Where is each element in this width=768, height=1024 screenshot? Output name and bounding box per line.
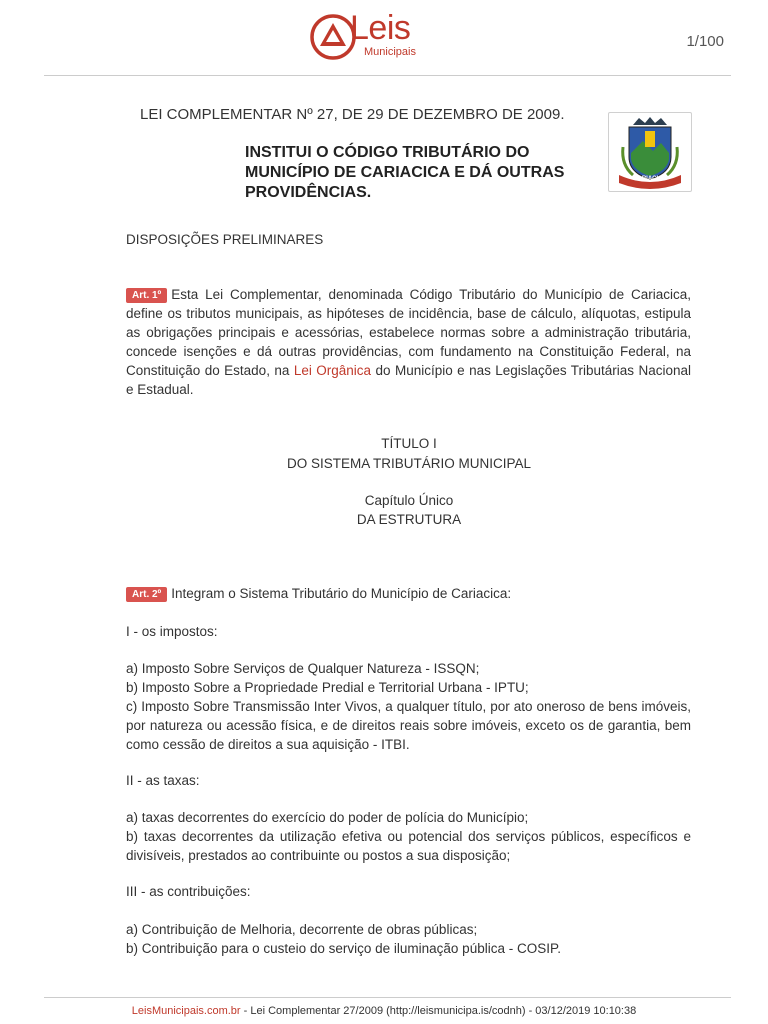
titulo-heading: TÍTULO I xyxy=(381,436,437,451)
inciso-2-b: b) taxas decorrentes da utilização efetiva ou potencial dos serviços públicos, específicos e divisíveis, prestados ao contribuinte ou postos a sua disposição; xyxy=(126,829,691,863)
law-ementa: INSTITUI O CÓDIGO TRIBUTÁRIO DO MUNICÍPIO DE CARIACICA E DÁ OUTRAS PROVIDÊNCIAS. xyxy=(245,144,565,201)
page-counter: 1/100 xyxy=(686,33,724,50)
article-2-text: Integram o Sistema Tributário do Município de Cariacica: xyxy=(171,586,512,601)
article-1-text-a: Esta Lei Complementar, denominada Código Tributário do Município de Cariacica, define os tributos municipais, as hipóteses de incidência, base de cálculo, alíquotas, estipula as obrigações principais e acessórias, estabelece normas sobre a administração tributária, concede isenções e dá outras providências, com fundamento na Constituição Federal, na Constituição do Estado, na xyxy=(126,287,691,378)
logo-wordmark[interactable]: Leis xyxy=(350,9,411,47)
inciso-3-b: b) Contribuição para o custeio do serviço de iluminação pública - COSIP. xyxy=(126,941,561,956)
coat-of-arms-image xyxy=(608,112,692,192)
article-1 xyxy=(126,285,691,399)
inciso-3-a: a) Contribuição de Melhoria, decorrente de obras públicas; xyxy=(126,922,478,937)
footer xyxy=(0,1005,768,1017)
inciso-2: II - as taxas: xyxy=(126,773,200,788)
footer-divider xyxy=(44,997,731,998)
titulo-name: DO SISTEMA TRIBUTÁRIO MUNICIPAL xyxy=(286,456,532,471)
lei-organica-link[interactable]: Lei Orgânica xyxy=(293,363,372,378)
article-2-badge[interactable]: Art. 2º xyxy=(126,587,167,602)
section-preliminares: DISPOSIÇÕES PRELIMINARES xyxy=(126,232,324,247)
inciso-2-a: a) taxas decorrentes do exercício do poder de polícia do Município; xyxy=(126,810,529,825)
inciso-1: I - os impostos: xyxy=(126,624,218,639)
header-divider xyxy=(44,75,731,76)
coat-label: CARIACICA xyxy=(633,176,667,182)
inciso-1-b: b) Imposto Sobre a Propriedade Predial e Territorial Urbana - IPTU; xyxy=(126,680,529,695)
capitulo-name: DA ESTRUTURA xyxy=(356,512,462,527)
inciso-1-a: a) Imposto Sobre Serviços de Qualquer Natureza - ISSQN; xyxy=(126,661,480,676)
footer-site-link[interactable]: LeisMunicipais.com.br xyxy=(131,1005,241,1017)
article-1-text-b: do Município e nas Legislações Tributárias Nacional e Estadual. xyxy=(126,363,691,397)
footer-text: - Lei Complementar 27/2009 (http://leismunicipa.is/codnh) - 03/12/2019 10:10:38 xyxy=(240,1005,637,1017)
inciso-3: III - as contribuições: xyxy=(126,884,251,899)
article-1-badge[interactable]: Art. 1º xyxy=(126,288,167,303)
logo-subtitle: Municipais xyxy=(364,46,416,58)
inciso-1-c: c) Imposto Sobre Transmissão Inter Vivos, a qualquer título, por ato oneroso de bens imóveis, por natureza ou acessão física, e de direitos reais sobre imóveis, exceto os de garantia, bem como cessão de direitos a sua aquisição - ITBI. xyxy=(126,699,691,752)
law-title: LEI COMPLEMENTAR Nº 27, DE 29 DE DEZEMBRO DE 2009. xyxy=(140,106,565,123)
capitulo-heading: Capítulo Único xyxy=(364,493,454,508)
article-2 xyxy=(126,584,691,603)
